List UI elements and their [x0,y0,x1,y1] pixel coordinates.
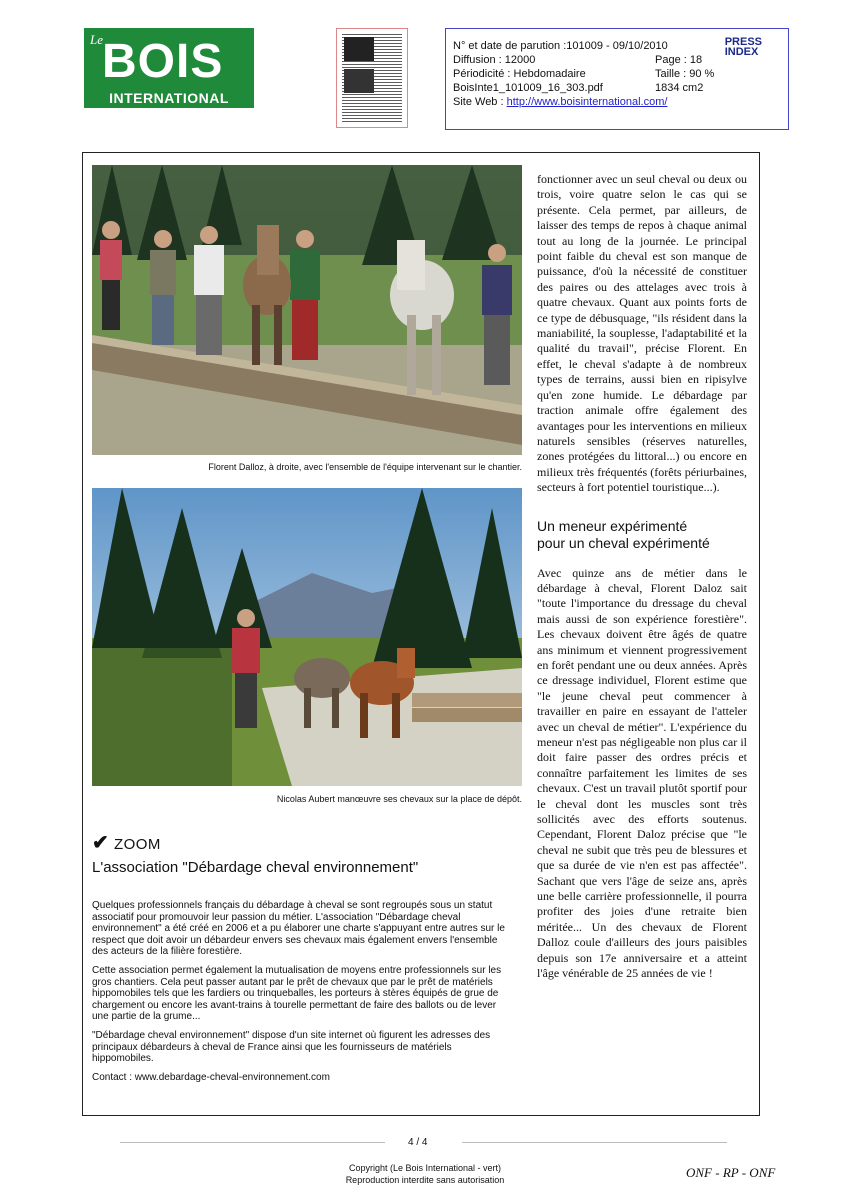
logo-le: Le [90,32,103,47]
zoom-label [92,830,161,855]
zoom-paragraph: "Débardage cheval environnement" dispose d'un site internet où figurent les adresses des principaux débardeurs à cheval de France ainsi que les fournisseurs de matériels hippomobiles. [92,1029,491,1065]
article-subheading [537,518,747,552]
zoom-label-text: ZOOM [113,836,161,853]
info-site-label: Site Web : [453,96,507,108]
article-right-column [537,172,747,982]
info-site-link[interactable]: http://www.boisinternational.com/ [506,96,668,108]
mountain-photo-drawing [92,488,522,786]
thumbnail-photo [344,69,374,93]
zoom-paragraph: Quelques professionnels français du débardage à cheval se sont regroupés sous un statut associatif pour promouvoir leur passion du métier. L'association "Débardage cheval environnement" a été créé en 2006 et a pu élaborer une charte s'appuyant entre autres sur le respect que doit avoir un débardeur envers ses chevaux mais également envers l'ensemble des acteurs de la filière forestière. [92,900,505,958]
publication-info-box [445,28,789,130]
team-photo-drawing [92,165,522,455]
article-paragraph: fonctionner avec un seul cheval ou deux ou trois, voire quatre selon le cas qui se présente. Cela permet, par ailleurs, de laisser des temps de repos à chaque animal tout au long de la journée. Le principal point faible du cheval est son manque de puissance, d'où la nécessité de constituer des paires ou des attelages avec trois à quatre chevaux. Quant aux points forts de ce type de débusquage, "ils résident dans la maniabilité, la souplesse, l'adaptabilité et la qualité du travail", précise Florent. En effet, le cheval s'adapte à de nombreux types de terrains, aussi bien en ripisylve qu'en zone humide. Le débardage par traction animale offre également des avantages pour les interventions en milieux naturels sensibles (réserves naturelles, zones protégées du littoral...) ou encore en milieux très fréquentés (forêts périurbaines, secteurs à fort potentiel touristique...). [537,172,747,495]
info-periodicite: Périodicité : Hebdomadaire [453,68,586,80]
client-tag: ONF - RP - ONF [686,1165,776,1180]
logo-international: INTERNATIONAL [109,90,229,106]
checkmark-icon: ✔ [92,832,110,854]
subheading-line1: Un meneur expérimenté [537,517,688,534]
info-parution: N° et date de parution :101009 - 09/10/2010 [453,40,668,52]
thumbnail-photo [344,37,374,61]
zoom-contact: Contact : www.debardage-cheval-environnement.com [92,1071,330,1083]
info-taille: Taille : 90 % [655,68,715,80]
footer-divider-left [120,1142,385,1143]
footer-divider-right [462,1142,727,1143]
photo-caption-1: Florent Dalloz, à droite, avec l'ensemble de l'équipe intervenant sur le chantier. [208,462,522,472]
team-photo [92,165,522,455]
zoom-paragraph: Cette association permet également la mutualisation de moyens entre professionnels sur les gros chantiers. Cela peut passer autant par le prêt de chevaux que par le prêt de matériels hippomobiles tels que les fardiers ou trinqueballes, les porteurs à stères équipés de grue de chargement ou encore les avant-trains à tourelle permettant de faire des ballots ou de lever une partie de la grume... [92,964,502,1023]
press-index-line1: PRESS [724,36,762,48]
info-surface: 1834 cm2 [655,82,704,94]
logo-bois: BOIS [102,35,224,88]
info-diffusion: Diffusion : 12000 [453,54,536,66]
press-index-line2: INDEX [724,46,759,58]
page-thumbnail [336,28,408,128]
copyright-line2: Reproduction interdite sans autorisation [345,1175,505,1185]
copyright-line1: Copyright (Le Bois International - vert) [348,1163,502,1173]
article-paragraph: Avec quinze ans de métier dans le débardage à cheval, Florent Daloz sait "toute l'importance du dressage du cheval mais aussi de son expérience forestière". Les chevaux doivent être âgés de quatre ans minimum et viennent progressivement en forêt pendant une ou deux années. Après ce dressage individuel, Florent estime que "le jeune cheval peut commencer à travailler en paire en essayant de l'atteler avec un cheval de métier". L'expérience du meneur n'est pas négligeable non plus car il doit faire passer des ordres précis et connaître parfaitement les limites de ses chevaux. C'est un travail plutôt sportif pour le cheval dont les muscles sont très sollicités avec des efforts soutenus. Cependant, Florent Daloz précise que "le cheval ne subit que très peu de blessures et que sa durée de vie n'en est pas affectée". Sachant que vers l'âge de seize ans, après une belle carrière professionnelle, il pourra profiter des joies d'une retraite bien méritée... Un des chevaux de Florent Dalloz coule d'ailleurs des jours paisibles depuis son 17e anniversaire et a atteint l'âge vénérable de 25 années de vie ! [537,565,747,981]
subheading-line2: pour un cheval expérimenté [537,534,710,551]
photo-caption-2: Nicolas Aubert manœuvre ses chevaux sur la place de dépôt. [276,794,522,804]
zoom-body [92,900,512,1090]
info-page: Page : 18 [655,54,703,66]
publication-logo [84,28,254,108]
press-index-logo [725,37,762,57]
copyright [300,1162,550,1186]
info-site [453,95,667,110]
zoom-title: L'association "Débardage cheval environnement" [92,859,419,876]
page-number: 4 / 4 [408,1137,428,1148]
mountain-photo [92,488,522,786]
info-fichier: BoisInte1_101009_16_303.pdf [453,82,603,94]
